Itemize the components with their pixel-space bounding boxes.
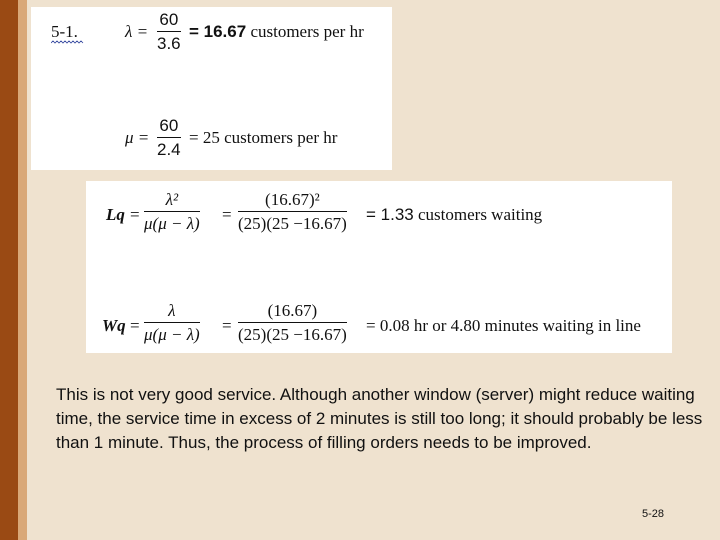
page-number: 5-28: [642, 508, 665, 520]
lq-equals-2: =: [222, 205, 232, 224]
mu-fraction: [157, 117, 181, 158]
lq-equals-1: =: [130, 205, 140, 224]
lq-fraction-1: [144, 191, 200, 232]
lambda-numerator: 60: [159, 10, 179, 29]
left-border-stripe-dark: [0, 0, 18, 540]
lambda-fraction: [157, 11, 181, 52]
fraction-bar: [157, 137, 181, 138]
lambda-result-unit: customers per hr: [250, 22, 364, 41]
explanation-paragraph: This is not very good service. Although another window (server) might reduce waiting time, the service time in excess of 2 minutes is still too long; it should probably be less than 1 minute. Thus, the process of filling orders needs to be improved.: [56, 385, 703, 452]
lambda-result: [189, 23, 364, 40]
wq-equals-2: =: [222, 316, 232, 335]
lambda-denominator: 3.6: [157, 34, 181, 53]
fraction-bar: [144, 322, 200, 323]
lq-result-unit: customers waiting: [418, 205, 543, 224]
wq-f2-numerator: (16.67): [267, 301, 318, 320]
equation-box-queue: [86, 181, 672, 353]
mu-numerator: 60: [159, 116, 179, 135]
wq-f1-denominator: μ(μ − λ): [144, 325, 200, 344]
lambda-result-value: = 16.67: [189, 22, 247, 41]
fraction-bar: [144, 211, 200, 212]
wq-fraction-2: [238, 302, 347, 343]
wq-f2-denominator: (25)(25 −16.67): [238, 325, 347, 344]
fraction-bar: [238, 211, 347, 212]
lq-lhs: Lq: [106, 205, 125, 224]
fraction-bar: [238, 322, 347, 323]
wq-equals-1: =: [130, 316, 140, 335]
lq-f2-denominator: (25)(25 −16.67): [238, 214, 347, 233]
left-border-stripe-light: [18, 0, 27, 540]
mu-denominator: 2.4: [157, 140, 181, 159]
lq-result: [366, 206, 542, 223]
wq-fraction-1: [144, 302, 200, 343]
spellcheck-underline: [51, 40, 84, 44]
lq-f1-denominator: μ(μ − λ): [144, 214, 200, 233]
lq-f2-numerator: (16.67)²: [265, 190, 320, 209]
problem-label: 5-1.: [51, 22, 78, 41]
lq-fraction-2: [238, 191, 347, 232]
wq-lhs: Wq: [102, 316, 126, 335]
lambda-lhs: λ =: [125, 22, 149, 41]
equation-box-rates: [31, 7, 392, 170]
mu-result: = 25 customers per hr: [189, 128, 338, 147]
lq-result-value: = 1.33: [366, 205, 414, 224]
wq-result: = 0.08 hr or 4.80 minutes waiting in line: [366, 316, 641, 335]
mu-lhs: μ =: [125, 128, 150, 147]
fraction-bar: [157, 31, 181, 32]
lq-f1-numerator: λ²: [165, 190, 179, 209]
wq-f1-numerator: λ: [168, 301, 176, 320]
